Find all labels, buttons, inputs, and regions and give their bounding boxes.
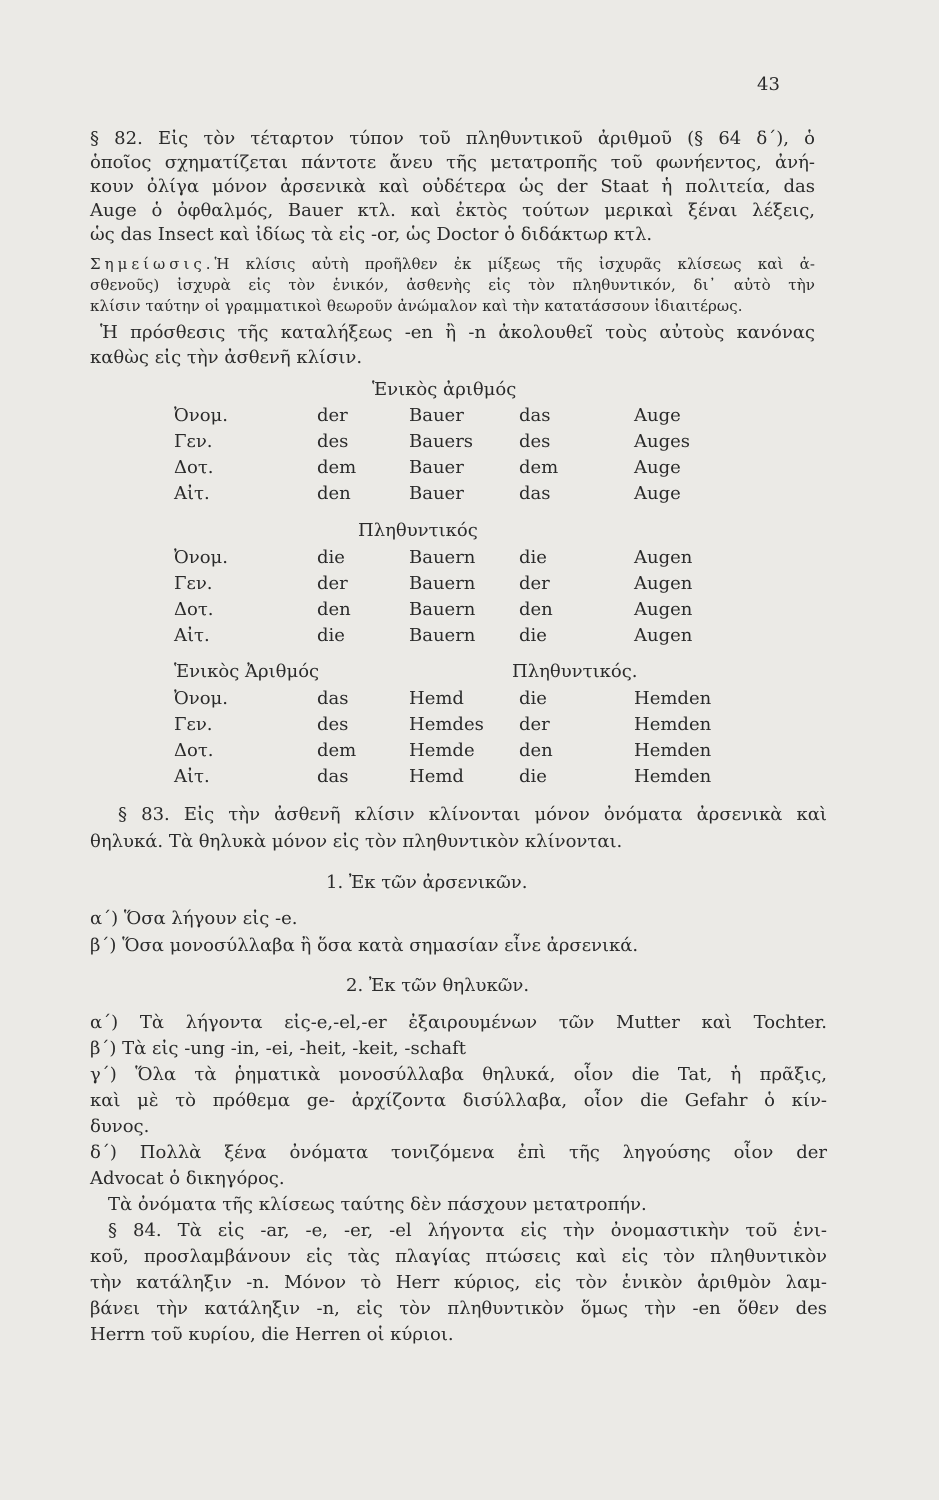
article: dem [519,457,559,478]
article: die [519,547,547,568]
case-label: Αἰτ. [174,625,210,646]
noun: Bauers [409,431,474,452]
article: der [519,714,550,735]
rule-line-2: καθὼς εἰς τὴν ἀσθενῆ κλίσιν. [90,347,363,368]
article: die [317,625,345,646]
article: die [519,625,547,646]
fem-line-2: β΄) Τὰ εἰς -ung -in, -ei, -heit, -keit, -schaft [90,1038,466,1059]
section-84-line-2: κοῦ, προσλαμβάνουν εἰς τὰς πλαγίας πτώσεις καὶ εἰς τὸν πληθυντικὸν [90,1246,827,1267]
section-84-line-3: τὴν κατάληξιν -n. Μόνον τὸ Herr κύριος, εἰς τὸν ἑνικὸν ἀριθμὸν λαμ- [90,1272,827,1293]
article: das [519,405,551,426]
noun: Bauer [409,483,464,504]
case-label: Δοτ. [174,740,214,761]
fem-line-8: Τὰ ὀνόματα τῆς κλίσεως ταύτης δὲν πάσχουν μετατροπήν. [108,1194,647,1215]
case-label: Γεν. [174,714,213,735]
case-label: Αἰτ. [174,483,210,504]
article: dem [317,740,357,761]
heading-masculine: 1. Ἐκ τῶν ἀρσενικῶν. [326,872,528,893]
article: die [317,547,345,568]
article: des [519,431,551,452]
article: des [317,431,349,452]
note-line-1-text: Ἡ κλίσις αὐτὴ προῆλθεν ἐκ μίξεως τῆς ἰσχυρᾶς κλίσεως καὶ ἀ- [214,255,815,273]
noun: Hemd [409,766,464,787]
section-82-line-1: § 82. Εἰς τὸν τέταρτον τύπον τοῦ πληθυντικοῦ ἀριθμοῦ (§ 64 δ΄), ὁ [90,128,815,149]
noun: Auge [634,405,681,426]
article: das [317,688,349,709]
section-83-line-2: θηλυκά. Τὰ θηλυκὰ μόνον εἰς τὸν πληθυντικὸν κλίνονται. [90,831,623,852]
noun: Hemde [409,740,475,761]
case-label: Δοτ. [174,457,214,478]
article: den [519,740,553,761]
fem-line-5: δυνος. [90,1116,150,1137]
table-bauer-plural-header: Πληθυντικός [358,520,478,541]
section-84-line-1: § 84. Τὰ εἰς -ar, -e, -er, -el λήγοντα εἰς τὴν ὀνομαστικὴν τοῦ ἑνι- [108,1220,827,1241]
case-label: Ὀνομ. [174,547,228,568]
note-line-2: σθενοῦς) ἰσχυρὰ εἰς τὸν ἑνικόν, ἀσθενὴς εἰς τὸν πληθυντικόν, δι᾽ αὐτὸ τὴν [90,276,815,294]
noun: Hemden [634,766,712,787]
section-84-line-4: βάνει τὴν κατάληξιν -n, εἰς τὸν πληθυντικὸν ὅμως τὴν -en ὅθεν des [90,1298,827,1319]
masc-item-b: β΄) Ὅσα μονοσύλλαβα ἢ ὅσα κατὰ σημασίαν εἶνε ἀρσενικά. [90,935,639,956]
article: den [317,599,351,620]
fem-line-6: δ΄) Πολλὰ ξένα ὀνόματα τονιζόμενα ἐπὶ τῆς ληγούσης οἷον der [90,1142,827,1163]
noun: Hemd [409,688,464,709]
article: den [317,483,351,504]
case-label: Αἰτ. [174,766,210,787]
note-line-3: κλίσιν ταύτην οἱ γραμματικοὶ θεωροῦν ἀνώμαλον καὶ τὴν κατατάσσουν ἰδιαιτέρως. [90,297,743,315]
fem-line-1: α΄) Τὰ λήγοντα εἰς-e,-el,-er ἐξαιρουμένων τῶν Mutter καὶ Tochter. [90,1012,827,1033]
noun: Bauern [409,625,476,646]
page-number: 43 [757,74,780,95]
section-84-line-5: Herrn τοῦ κυρίου, die Herren οἱ κύριοι. [90,1324,454,1345]
noun: Hemdes [409,714,484,735]
noun: Augen [634,547,693,568]
article: das [317,766,349,787]
article: den [519,599,553,620]
section-83-line-1: § 83. Εἰς τὴν ἀσθενῆ κλίσιν κλίνονται μόνον ὀνόματα ἀρσενικὰ καὶ [118,804,827,825]
noun: Auges [634,431,691,452]
article: dem [317,457,357,478]
noun: Augen [634,625,693,646]
noun: Auge [634,457,681,478]
fem-line-3: γ΄) Ὅλα τὰ ῥηματικὰ μονοσύλλαβα θηλυκά, οἷον die Tat, ἡ πρᾶξις, [90,1064,827,1085]
case-label: Ὀνομ. [174,405,228,426]
note-line-1 [90,253,815,275]
noun: Bauern [409,547,476,568]
rule-line-1: Ἡ πρόσθεσις τῆς καταλήξεως -en ἢ -n ἀκολουθεῖ τοὺς αὐτοὺς κανόνας [100,322,815,343]
section-82-line-4: Auge ὁ ὀφθαλμός, Bauer κτλ. καὶ ἐκτὸς τούτων μερικαὶ ξέναι λέξεις, [90,200,815,221]
noun: Hemden [634,688,712,709]
article: der [317,405,348,426]
article: der [317,573,348,594]
heading-feminine: 2. Ἐκ τῶν θηλυκῶν. [346,975,530,996]
table-hemd-singular-header: Ἑνικὸς Ἀριθμός [174,661,320,682]
case-label: Γεν. [174,573,213,594]
table-bauer-singular-header: Ἑνικὸς ἀριθμός [372,379,517,400]
article: das [519,483,551,504]
noun: Auge [634,483,681,504]
noun: Augen [634,599,693,620]
noun: Bauern [409,573,476,594]
table-hemd-plural-header: Πληθυντικός. [512,661,638,682]
case-label: Γεν. [174,431,213,452]
noun: Bauer [409,457,464,478]
article: des [317,714,349,735]
section-82-line-2: ὁποῖος σχηματίζεται πάντοτε ἄνευ τῆς μετατροπῆς τοῦ φωνήεντος, ἀνή- [90,152,815,173]
noun: Hemden [634,714,712,735]
article: die [519,688,547,709]
section-82-line-3: κουν ὀλίγα μόνον ἀρσενικὰ καὶ οὐδέτερα ὡς der Staat ἡ πολιτεία, das [90,176,815,197]
case-label: Δοτ. [174,599,214,620]
noun: Hemden [634,740,712,761]
fem-line-7: Advocat ὁ δικηγόρος. [90,1168,285,1189]
masc-item-a: α΄) Ὅσα λήγουν εἰς -e. [90,908,298,929]
article: die [519,766,547,787]
noun: Bauer [409,405,464,426]
noun: Bauern [409,599,476,620]
noun: Augen [634,573,693,594]
case-label: Ὀνομ. [174,688,228,709]
fem-line-4: καὶ μὲ τὸ πρόθεμα ge- ἀρχίζοντα δισύλλαβα, οἷον die Gefahr ὁ κίν- [90,1090,827,1111]
note-label: Σημείωσις. [90,255,215,273]
section-82-line-5: ὡς das Insect καὶ ἰδίως τὰ εἰς -or, ὡς Doctor ὁ διδάκτωρ κτλ. [90,224,653,245]
article: der [519,573,550,594]
